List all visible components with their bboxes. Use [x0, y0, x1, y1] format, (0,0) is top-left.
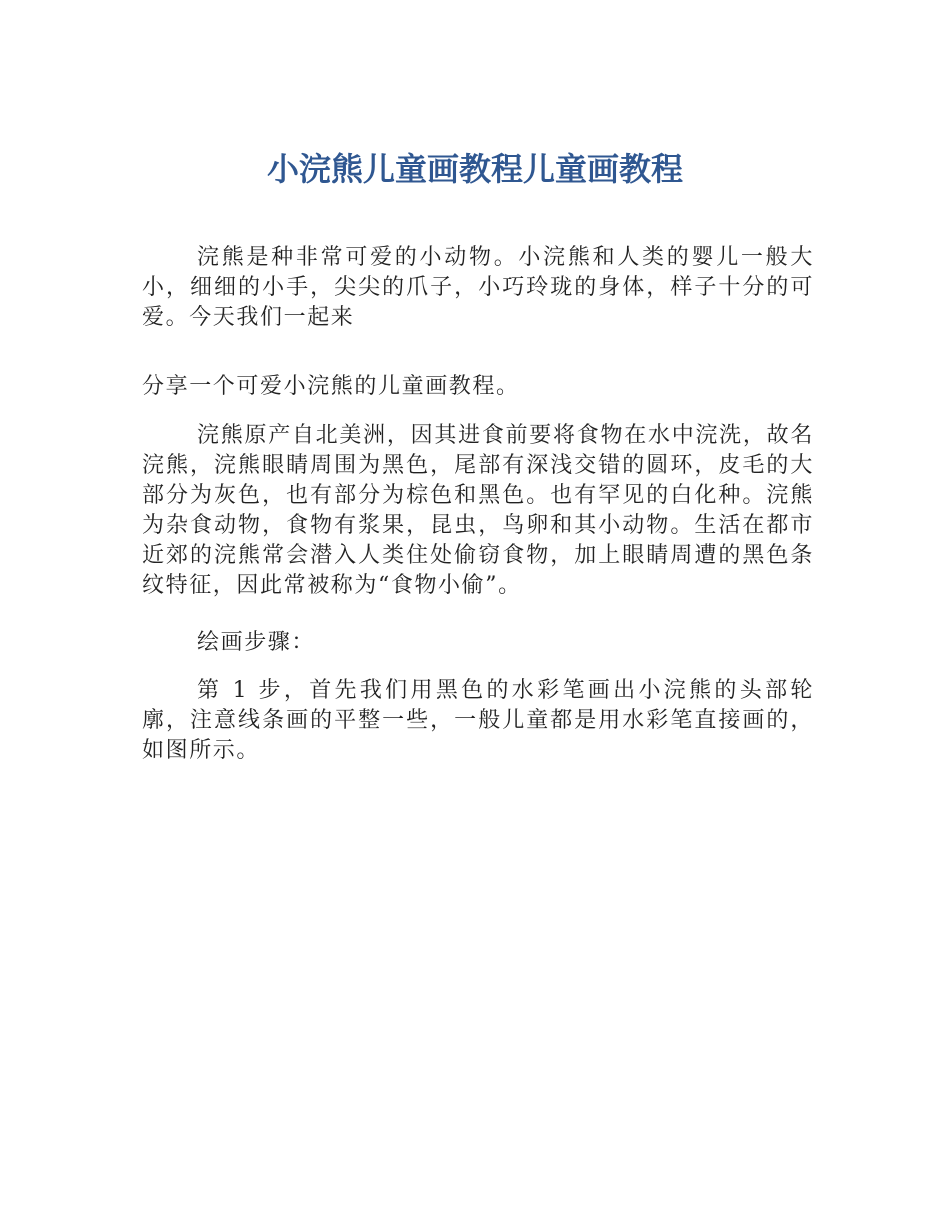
paragraph-intro: 浣熊是种非常可爱的小动物。小浣熊和人类的婴儿一般大小，细细的小手，尖尖的爪子，小巧玲珑的身体，样子十分的可爱。今天我们一起来: [142, 245, 814, 330]
paragraph-raccoon-description: 浣熊原产自北美洲，因其进食前要将食物在水中浣洗，故名浣熊，浣熊眼睛周围为黑色，尾部有深浅交错的圆环，皮毛的大部分为灰色，也有部分为棕色和黑色。也有罕见的白化种。浣熊为杂食动物，食物有浆果，昆虫，鸟卵和其小动物。生活在都市近郊的浣熊常会潜入人类住处偷窃食物，加上眼睛周遭的黑色条纹特征，因此常被称为“食物小偷”。: [142, 423, 814, 598]
document-title: 小浣熊儿童画教程儿童画教程: [266, 150, 683, 188]
paragraph-step-1: 第 1 步，首先我们用黑色的水彩笔画出小浣熊的头部轮廓，注意线条画的平整一些，一般儿童都是用水彩笔直接画的，如图所示。: [142, 678, 814, 763]
paragraph-intro-continued: 分享一个可爱小浣熊的儿童画教程。: [142, 374, 520, 399]
paragraph-steps-heading: 绘画步骤：: [197, 630, 316, 655]
